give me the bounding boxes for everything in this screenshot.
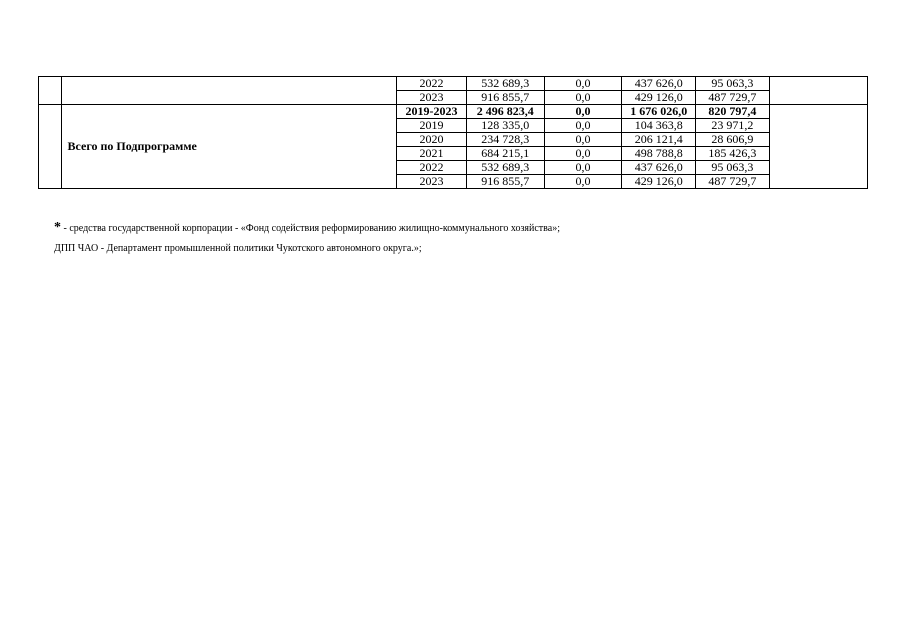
local-budget-cell: 185 426,3 [696,147,770,161]
footnote-fund [54,218,874,239]
local-budget-cell: 28 606,9 [696,133,770,147]
year-cell: 2023 [397,91,467,105]
local-budget-cell: 487 729,7 [696,91,770,105]
district-budget-cell: 498 788,8 [622,147,696,161]
fund-cell: 0,0 [544,91,622,105]
local-budget-cell: 23 971,2 [696,119,770,133]
section-label: Всего по Подпрограмме [61,105,397,189]
total-cell: 532 689,3 [466,161,544,175]
footnotes [54,218,874,259]
total-cell: 684 215,1 [466,147,544,161]
local-budget-cell: 95 063,3 [696,161,770,175]
footnote-dpp: ДПП ЧАО - Департамент промышленной политики Чукотского автономного округа.»; [54,243,422,254]
local-budget-cell: 487 729,7 [696,175,770,189]
year-cell: 2021 [397,147,467,161]
asterisk-marker: * [54,220,61,235]
fund-cell: 0,0 [544,161,622,175]
total-cell: 916 855,7 [466,91,544,105]
total-cell: 234 728,3 [466,133,544,147]
executor-cell [769,77,867,105]
total-cell: 532 689,3 [466,77,544,91]
local-budget-cell: 95 063,3 [696,77,770,91]
fund-cell: 0,0 [544,133,622,147]
table-row [39,77,868,91]
year-cell: 2019-2023 [397,105,467,119]
district-budget-cell: 437 626,0 [622,161,696,175]
district-budget-cell: 104 363,8 [622,119,696,133]
fund-cell: 0,0 [544,119,622,133]
year-cell: 2020 [397,133,467,147]
table-row-total [39,105,868,119]
district-budget-cell: 429 126,0 [622,175,696,189]
district-budget-cell: 206 121,4 [622,133,696,147]
footnote-fund-text: - средства государственной корпорации - «Фонд содействия реформированию жилищно-коммунального хозяйства»; [61,223,560,234]
year-cell: 2023 [397,175,467,189]
year-cell: 2022 [397,77,467,91]
row-name-cell [61,77,397,105]
district-budget-cell: 429 126,0 [622,91,696,105]
fund-cell: 0,0 [544,175,622,189]
executor-cell [769,105,867,189]
local-budget-cell: 820 797,4 [696,105,770,119]
total-cell: 128 335,0 [466,119,544,133]
year-cell: 2019 [397,119,467,133]
year-cell: 2022 [397,161,467,175]
total-cell: 916 855,7 [466,175,544,189]
district-budget-cell: 1 676 026,0 [622,105,696,119]
fund-cell: 0,0 [544,147,622,161]
total-cell: 2 496 823,4 [466,105,544,119]
funding-table [38,76,868,189]
district-budget-cell: 437 626,0 [622,77,696,91]
row-number-cell [39,105,62,189]
row-number-cell [39,77,62,105]
fund-cell: 0,0 [544,105,622,119]
fund-cell: 0,0 [544,77,622,91]
